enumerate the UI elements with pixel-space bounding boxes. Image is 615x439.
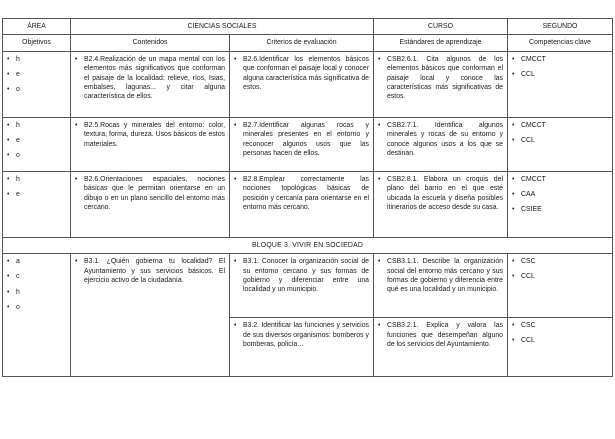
criterion-cell bbox=[230, 117, 374, 171]
objectives-cell bbox=[3, 171, 71, 237]
objective-item: • e bbox=[7, 136, 66, 145]
content-cell bbox=[71, 254, 230, 377]
criterion-text: • B2.6.Identificar los elementos básicos que conforman el paisaje local y conocer alguna característica más significativa de estos. bbox=[234, 55, 369, 93]
criterion-cell bbox=[230, 318, 374, 377]
objective-item: • c bbox=[7, 272, 66, 281]
table-row bbox=[3, 117, 613, 171]
table-row bbox=[3, 171, 613, 237]
area-label: ÁREA bbox=[3, 19, 71, 35]
objectives-cell bbox=[3, 117, 71, 171]
criterion-cell bbox=[230, 254, 374, 318]
competences-cell bbox=[508, 51, 613, 117]
content-text: • B2.4.Realización de un mapa mental con los elementos más significativos que conforman el paisaje de la localidad: relieve, ríos, Isias, embalses, lagunas... y citar alguna característica de ellos. bbox=[75, 55, 225, 102]
header-row-area bbox=[3, 19, 613, 35]
objective-item: • h bbox=[7, 175, 66, 184]
competence-item: • CCL bbox=[512, 70, 608, 79]
objective-item: • o bbox=[7, 151, 66, 160]
table-row bbox=[3, 51, 613, 117]
objectives-cell bbox=[3, 51, 71, 117]
competences-cell bbox=[508, 254, 613, 318]
competence-item: • CSIEE bbox=[512, 205, 608, 214]
standard-text: • CSB2.7.1. Identifica algunos minerales y rocas de su entorno y conoce algunos usos a los que se destinan. bbox=[378, 121, 503, 159]
content-cell bbox=[71, 51, 230, 117]
competence-item: • CAA bbox=[512, 190, 608, 199]
standard-cell bbox=[374, 117, 508, 171]
block-title-row bbox=[3, 237, 613, 253]
course-value: SEGUNDO bbox=[508, 19, 613, 35]
competence-item: • CMCCT bbox=[512, 55, 608, 64]
competence-item: • CSC bbox=[512, 257, 608, 266]
content-cell bbox=[71, 171, 230, 237]
column-header-standards: Estándares de aprendizaje bbox=[374, 35, 508, 51]
standard-text: • CSB2.8.1. Elabora un croquis del plano del barrio en el que esté ubicada la escuela y diseña posibles itinerarios de acceso desde su casa. bbox=[378, 175, 503, 213]
competences-cell bbox=[508, 318, 613, 377]
column-header-criteria: Criterios de evaluación bbox=[230, 35, 374, 51]
objective-item: • h bbox=[7, 288, 66, 297]
competence-item: • CMCCT bbox=[512, 175, 608, 184]
competence-item: • CCL bbox=[512, 136, 608, 145]
objective-item: • o bbox=[7, 303, 66, 312]
standard-text: • CSB3.1.1. Describe la organización social del entorno más cercano y sus formas de gobierno y diferencia entre qué es una localidad y un municipio. bbox=[378, 257, 503, 295]
competence-item: • CSC bbox=[512, 321, 608, 330]
objective-item: • o bbox=[7, 85, 66, 94]
objective-item: • e bbox=[7, 190, 66, 199]
column-header-competences: Competencias clave bbox=[508, 35, 613, 51]
content-text: • B2.6.Orientaciones espaciales, nociones básicas que le permitan orientarse en un dibujo o en un plano sencillo del entorno más cercano. bbox=[75, 175, 225, 213]
objective-item: • a bbox=[7, 257, 66, 266]
column-header-contents: Contenidos bbox=[71, 35, 230, 51]
column-header-objectives: Objetivos bbox=[3, 35, 71, 51]
standard-cell bbox=[374, 254, 508, 318]
criterion-cell bbox=[230, 171, 374, 237]
table-row bbox=[3, 254, 613, 318]
criterion-text: • B3.1. Conocer la organización social de su entorno cercano y sus formas de gobierno y diferenciar entre una localidad y un municipio. bbox=[234, 257, 369, 295]
objective-item: • h bbox=[7, 121, 66, 130]
content-text: • B2.5.Rocas y minerales del entorno: color, textura, forma, dureza. Usos básicos de estos materiales. bbox=[75, 121, 225, 149]
competences-cell bbox=[508, 117, 613, 171]
header-row-columns bbox=[3, 35, 613, 51]
objective-item: • e bbox=[7, 70, 66, 79]
block-title: BLOQUE 3. VIVIR EN SOCIEDAD bbox=[3, 237, 613, 253]
subject-name: CIENCIAS SOCIALES bbox=[71, 19, 374, 35]
standard-text: • CSB3.2.1. Explica y valora las funciones que desempeñan alguno de los servicios del Ayuntamiento. bbox=[378, 321, 503, 349]
objectives-cell bbox=[3, 254, 71, 377]
course-label: CURSO bbox=[374, 19, 508, 35]
content-cell bbox=[71, 117, 230, 171]
competence-item: • CCL bbox=[512, 336, 608, 345]
content-text: • B3.1. ¿Quién gobierna tu localidad? El Ayuntamiento y sus servicios básicos. El ejercicio activo de la ciudadanía. bbox=[75, 257, 225, 285]
standard-text: • CSB2.6.1. Cita algunos de los elementos básicos que conforman el paisaje local y conoce las características más significativas de estos. bbox=[378, 55, 503, 102]
criterion-text: • B3.2. Identificar las funciones y servicios de sus diversos organismos: bomberos y bomberas, policía... bbox=[234, 321, 369, 349]
standard-cell bbox=[374, 318, 508, 377]
criterion-cell bbox=[230, 51, 374, 117]
competence-item: • CCL bbox=[512, 272, 608, 281]
standard-cell bbox=[374, 51, 508, 117]
criterion-text: • B2.7.Identificar algunas rocas y minerales presentes en el entorno y reconocer algunos usos que las personas hacen de ellos. bbox=[234, 121, 369, 159]
competence-item: • CMCCT bbox=[512, 121, 608, 130]
criterion-text: • B2.8.Emplear correctamente las nociones topológicas básicas de posición y cercanía para orientarse en el entorno más cercano. bbox=[234, 175, 369, 213]
competences-cell bbox=[508, 171, 613, 237]
curriculum-table bbox=[2, 18, 613, 377]
standard-cell bbox=[374, 171, 508, 237]
objective-item: • h bbox=[7, 55, 66, 64]
